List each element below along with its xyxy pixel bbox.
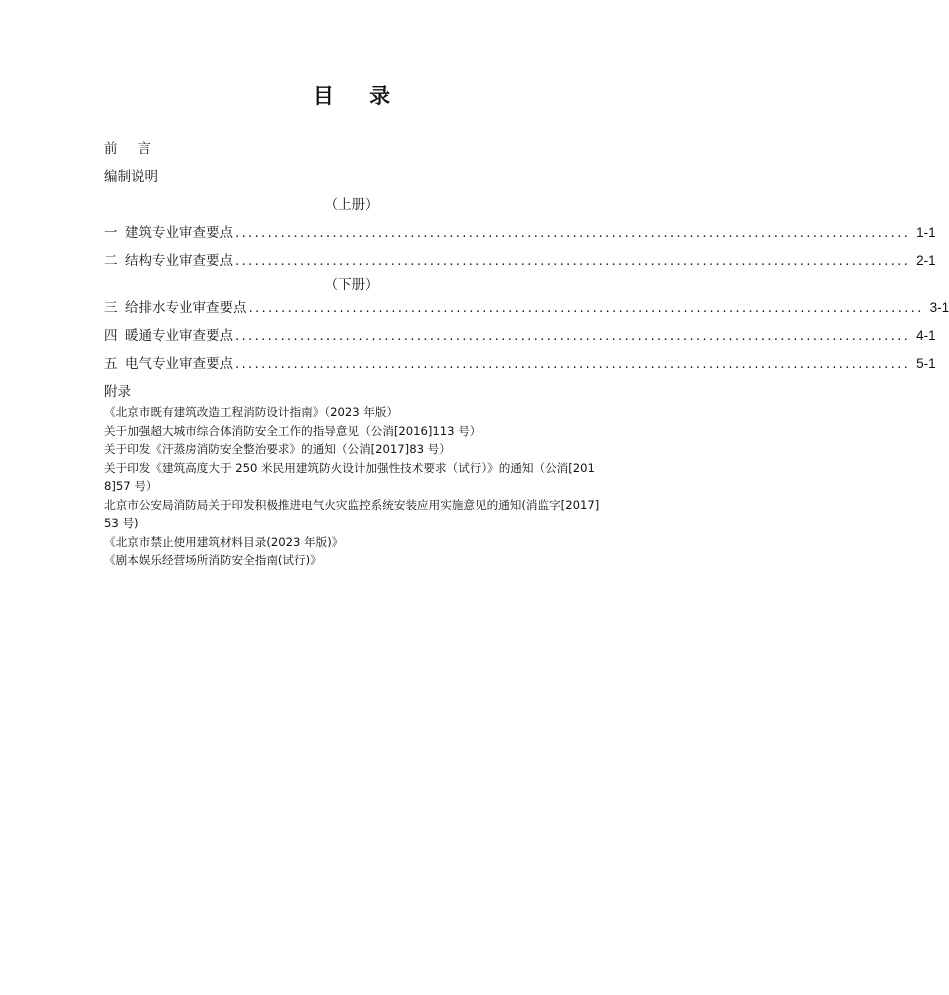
appendix-item: 关于印发《建筑高度大于 250 米民用建筑防火设计加强性技术要求（试行）》的通知（公消[2018]57 号） [104,460,595,493]
volume-1-heading: （上册） [324,197,379,213]
toc-entry-label: 暖通专业审查要点 [125,328,233,344]
toc-entry-page: 4-1 [916,328,936,343]
toc-entry-page: 1-1 [916,225,936,240]
appendix-item: 北京市公安局消防局关于印发积极推进电气火灾监控系统安装应用实施意见的通知(消监字[2017]53 号) [104,497,600,530]
preface-entry: 前言 [104,141,171,157]
toc-entry-number: 一 [104,225,118,241]
toc-entry [104,296,949,316]
volume-2-heading: （下册） [324,277,379,293]
toc-entry-label: 结构专业审查要点 [125,253,233,269]
appendix-item: 《剧本娱乐经营场所消防安全指南(试行)》 [104,553,322,567]
appendix-item: 关于印发《汗蒸房消防安全整治要求》的通知（公消[2017]83 号） [104,442,451,456]
compilation-note-entry: 编制说明 [104,169,158,185]
appendix-item: 关于加强超大城市综合体消防安全工作的指导意见（公消[2016]113 号） [104,423,482,438]
toc-entry-label: 电气专业审查要点 [125,356,233,372]
toc-leader-dots: ........................................................................................................ [235,225,911,241]
appendix-list [104,403,602,570]
toc-entry [104,249,936,269]
appendix-item: 《北京市禁止使用建筑材料目录(2023 年版)》 [104,534,344,549]
toc-leader-dots: ........................................................................................................ [248,300,924,316]
toc-entry-page: 2-1 [916,253,936,268]
toc-leader-dots: ........................................................................................................ [235,328,911,344]
appendix-item: 《北京市既有建筑改造工程消防设计指南》（2023 年版） [104,405,399,419]
toc-entry-number: 三 [104,300,118,316]
toc-entry-number: 五 [104,356,118,372]
appendix-heading: 附录 [104,384,131,400]
toc-leader-dots: ........................................................................................................ [235,253,911,269]
toc-entry [104,221,936,241]
toc-entry-number: 四 [104,328,118,344]
toc-entry [104,324,936,344]
toc-entry-page: 5-1 [916,356,936,371]
toc-entry-number: 二 [104,253,118,269]
toc-entry-page: 3-1 [929,300,949,315]
toc-entry-label: 建筑专业审查要点 [125,225,233,241]
page-title: 目 录 [312,84,405,108]
toc-entry [104,352,936,372]
toc-entry-label: 给排水专业审查要点 [125,300,247,316]
toc-leader-dots: ........................................................................................................ [235,356,911,372]
